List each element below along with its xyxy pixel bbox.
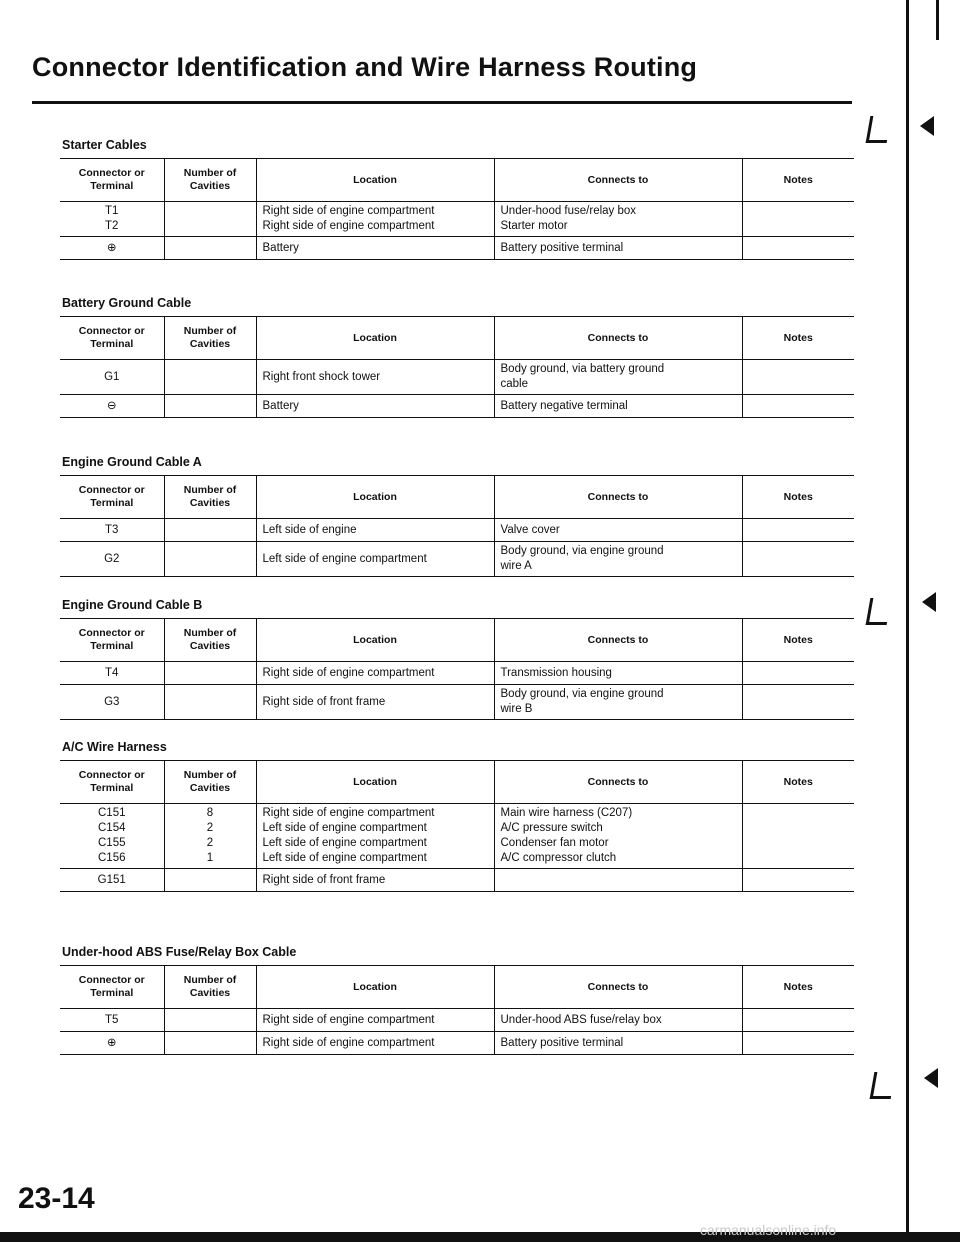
header-row — [60, 476, 854, 519]
header-cavities: Number of Cavities — [164, 619, 256, 662]
cell-location — [256, 869, 494, 892]
cell-terminal — [60, 542, 164, 577]
cell-cavities — [164, 202, 256, 237]
cell-terminal — [60, 519, 164, 542]
header-location: Location — [256, 761, 494, 804]
connects-to-text: Starter motor — [500, 220, 568, 232]
cell-notes — [742, 662, 854, 685]
cell-connects-to — [494, 360, 742, 395]
location-text: Right side of engine compartment — [262, 1013, 435, 1026]
connects-to-text: Valve cover — [500, 523, 560, 536]
connects-to-text: Battery positive terminal — [500, 241, 624, 254]
header-terminal: Connector or Terminal — [60, 966, 164, 1009]
header-terminal: Connector or Terminal — [60, 761, 164, 804]
cell-location — [256, 685, 494, 720]
terminal-id: C156 — [98, 852, 126, 864]
cell-location — [256, 1032, 494, 1055]
header-location: Location — [256, 317, 494, 360]
table-row — [60, 662, 854, 685]
connects-to-text: Under-hood ABS fuse/relay box — [500, 1013, 662, 1026]
cell-terminal — [60, 1009, 164, 1032]
arrow-mark — [922, 592, 936, 612]
header-cavities: Number of Cavities — [164, 317, 256, 360]
header-connects-to: Connects to — [494, 317, 742, 360]
cell-connects-to — [494, 869, 742, 892]
header-connects-to: Connects to — [494, 966, 742, 1009]
header-location: Location — [256, 476, 494, 519]
terminal-id: G2 — [104, 552, 120, 565]
connector-table — [60, 316, 854, 418]
terminal-id: C154 — [98, 822, 126, 834]
table-row — [60, 869, 854, 892]
location-text: Right side of engine compartment — [262, 807, 435, 819]
header-row — [60, 159, 854, 202]
terminal-id: T4 — [105, 666, 119, 679]
cell-terminal — [60, 202, 164, 237]
cell-terminal — [60, 237, 164, 260]
page-title: Connector Identification and Wire Harness Routing — [32, 52, 698, 82]
section-abs-fuse-relay-box-cable — [60, 945, 854, 1055]
cavity-count: 2 — [206, 837, 214, 849]
cell-connects-to — [494, 804, 742, 869]
connects-to-text: Body ground, via engine ground — [500, 688, 664, 700]
cell-location — [256, 1009, 494, 1032]
cell-notes — [742, 869, 854, 892]
connects-to-text: Transmission housing — [500, 666, 612, 679]
terminal-id: G151 — [97, 873, 126, 886]
cell-notes — [742, 237, 854, 260]
location-text: Left side of engine compartment — [262, 852, 427, 864]
cavity-count: 1 — [206, 852, 214, 864]
table-row — [60, 360, 854, 395]
header-cavities: Number of Cavities — [164, 761, 256, 804]
section-title: Under-hood ABS Fuse/Relay Box Cable — [62, 945, 297, 959]
registration-mark — [866, 598, 892, 625]
table-row — [60, 395, 854, 418]
header-terminal: Connector or Terminal — [60, 317, 164, 360]
location-text: Left side of engine compartment — [262, 837, 427, 849]
location-text: Right side of engine compartment — [262, 205, 435, 217]
connects-to-text: Battery negative terminal — [500, 399, 628, 412]
cell-terminal — [60, 360, 164, 395]
cell-cavities — [164, 685, 256, 720]
header-notes: Notes — [742, 317, 854, 360]
cell-cavities — [164, 395, 256, 418]
cell-connects-to — [494, 1032, 742, 1055]
header-connects-to: Connects to — [494, 159, 742, 202]
arrow-mark — [920, 116, 934, 136]
connects-to-text: Condenser fan motor — [500, 837, 609, 849]
table-row — [60, 542, 854, 577]
connector-table — [60, 618, 854, 720]
connects-to-text: cable — [500, 378, 528, 390]
cell-connects-to — [494, 202, 742, 237]
connects-to-text: A/C pressure switch — [500, 822, 603, 834]
location-text: Right side of front frame — [262, 695, 386, 708]
location-text: Left side of engine — [262, 523, 357, 536]
header-row — [60, 761, 854, 804]
header-connects-to: Connects to — [494, 619, 742, 662]
connector-table — [60, 760, 854, 892]
header-row — [60, 317, 854, 360]
cell-terminal — [60, 395, 164, 418]
cell-location — [256, 519, 494, 542]
section-title: Starter Cables — [62, 138, 147, 152]
connector-table — [60, 475, 854, 577]
header-row — [60, 966, 854, 1009]
cell-location — [256, 542, 494, 577]
location-text: Right side of front frame — [262, 873, 386, 886]
terminal-id: C151 — [98, 807, 126, 819]
connects-to-text: Battery positive terminal — [500, 1036, 624, 1049]
cell-location — [256, 395, 494, 418]
cell-cavities — [164, 1032, 256, 1055]
cell-notes — [742, 395, 854, 418]
location-text: Battery — [262, 241, 299, 254]
table-row — [60, 685, 854, 720]
cell-connects-to — [494, 1009, 742, 1032]
cavity-count: 2 — [206, 822, 214, 834]
connects-to-text: Under-hood fuse/relay box — [500, 205, 637, 217]
page-number: 23-14 — [18, 1182, 95, 1215]
binding-edge-line-short — [936, 0, 939, 40]
cell-cavities — [164, 869, 256, 892]
terminal-id: ⊕ — [106, 1036, 117, 1049]
section-engine-ground-cable-b — [60, 598, 854, 720]
header-cavities: Number of Cavities — [164, 966, 256, 1009]
table-row — [60, 1032, 854, 1055]
location-text: Left side of engine compartment — [262, 822, 427, 834]
cell-location — [256, 237, 494, 260]
cell-connects-to — [494, 519, 742, 542]
section-starter-cables — [60, 138, 854, 260]
cell-location — [256, 804, 494, 869]
connects-to-text: A/C compressor clutch — [500, 852, 617, 864]
connects-to-text: Main wire harness (C207) — [500, 807, 633, 819]
header-connects-to: Connects to — [494, 476, 742, 519]
cell-cavities — [164, 360, 256, 395]
connects-to-text: wire A — [500, 560, 532, 572]
cell-terminal — [60, 804, 164, 869]
cell-notes — [742, 542, 854, 577]
terminal-id: T3 — [105, 523, 119, 536]
location-text: Right side of engine compartment — [262, 666, 435, 679]
cell-notes — [742, 1032, 854, 1055]
cell-terminal — [60, 685, 164, 720]
terminal-id: G3 — [104, 695, 120, 708]
connects-to-text: Body ground, via battery ground — [500, 363, 665, 375]
cell-connects-to — [494, 662, 742, 685]
cell-cavities — [164, 662, 256, 685]
cell-terminal — [60, 662, 164, 685]
location-text: Battery — [262, 399, 299, 412]
connects-to-text: Body ground, via engine ground — [500, 545, 664, 557]
section-battery-ground-cable — [60, 296, 854, 418]
section-title: Engine Ground Cable A — [62, 455, 202, 469]
cell-connects-to — [494, 237, 742, 260]
section-title: Battery Ground Cable — [62, 296, 192, 310]
cell-terminal — [60, 869, 164, 892]
header-row — [60, 619, 854, 662]
section-title: Engine Ground Cable B — [62, 598, 203, 612]
header-notes: Notes — [742, 619, 854, 662]
binding-edge-line — [906, 0, 909, 1242]
cell-connects-to — [494, 542, 742, 577]
header-location: Location — [256, 619, 494, 662]
cell-cavities — [164, 237, 256, 260]
title-rule — [32, 101, 852, 104]
header-notes: Notes — [742, 966, 854, 1009]
table-row — [60, 804, 854, 869]
registration-mark — [866, 116, 892, 143]
terminal-id: T2 — [105, 220, 119, 232]
location-text: Left side of engine compartment — [262, 552, 427, 565]
header-cavities: Number of Cavities — [164, 159, 256, 202]
cell-cavities — [164, 804, 256, 869]
location-text: Right side of engine compartment — [262, 1036, 435, 1049]
cell-notes — [742, 202, 854, 237]
cell-cavities — [164, 1009, 256, 1032]
terminal-id: ⊖ — [106, 399, 117, 412]
table-row — [60, 202, 854, 237]
registration-mark — [870, 1072, 896, 1099]
terminal-id: C155 — [98, 837, 126, 849]
cell-notes — [742, 685, 854, 720]
watermark: carmanualsonline.info — [700, 1222, 837, 1238]
cell-notes — [742, 519, 854, 542]
connector-table — [60, 965, 854, 1055]
header-notes: Notes — [742, 761, 854, 804]
terminal-id: G1 — [104, 370, 120, 383]
table-row — [60, 237, 854, 260]
location-text: Right front shock tower — [262, 370, 381, 383]
table-row — [60, 1009, 854, 1032]
header-terminal: Connector or Terminal — [60, 159, 164, 202]
cell-terminal — [60, 1032, 164, 1055]
connects-to-text: wire B — [500, 703, 533, 715]
section-ac-wire-harness — [60, 740, 854, 892]
cell-notes — [742, 804, 854, 869]
cell-location — [256, 360, 494, 395]
header-cavities: Number of Cavities — [164, 476, 256, 519]
cell-location — [256, 202, 494, 237]
cell-notes — [742, 360, 854, 395]
header-terminal: Connector or Terminal — [60, 619, 164, 662]
header-location: Location — [256, 966, 494, 1009]
arrow-mark — [924, 1068, 938, 1088]
location-text: Right side of engine compartment — [262, 220, 435, 232]
connector-table — [60, 158, 854, 260]
cell-connects-to — [494, 685, 742, 720]
cell-cavities — [164, 542, 256, 577]
section-engine-ground-cable-a — [60, 455, 854, 577]
cavity-count: 8 — [206, 807, 214, 819]
terminal-id: ⊕ — [106, 241, 117, 254]
cell-connects-to — [494, 395, 742, 418]
terminal-id: T5 — [105, 1013, 119, 1026]
cell-cavities — [164, 519, 256, 542]
header-notes: Notes — [742, 476, 854, 519]
section-title: A/C Wire Harness — [62, 740, 167, 754]
cell-location — [256, 662, 494, 685]
header-location: Location — [256, 159, 494, 202]
header-notes: Notes — [742, 159, 854, 202]
table-row — [60, 519, 854, 542]
header-terminal: Connector or Terminal — [60, 476, 164, 519]
cell-notes — [742, 1009, 854, 1032]
terminal-id: T1 — [105, 205, 119, 217]
header-connects-to: Connects to — [494, 761, 742, 804]
